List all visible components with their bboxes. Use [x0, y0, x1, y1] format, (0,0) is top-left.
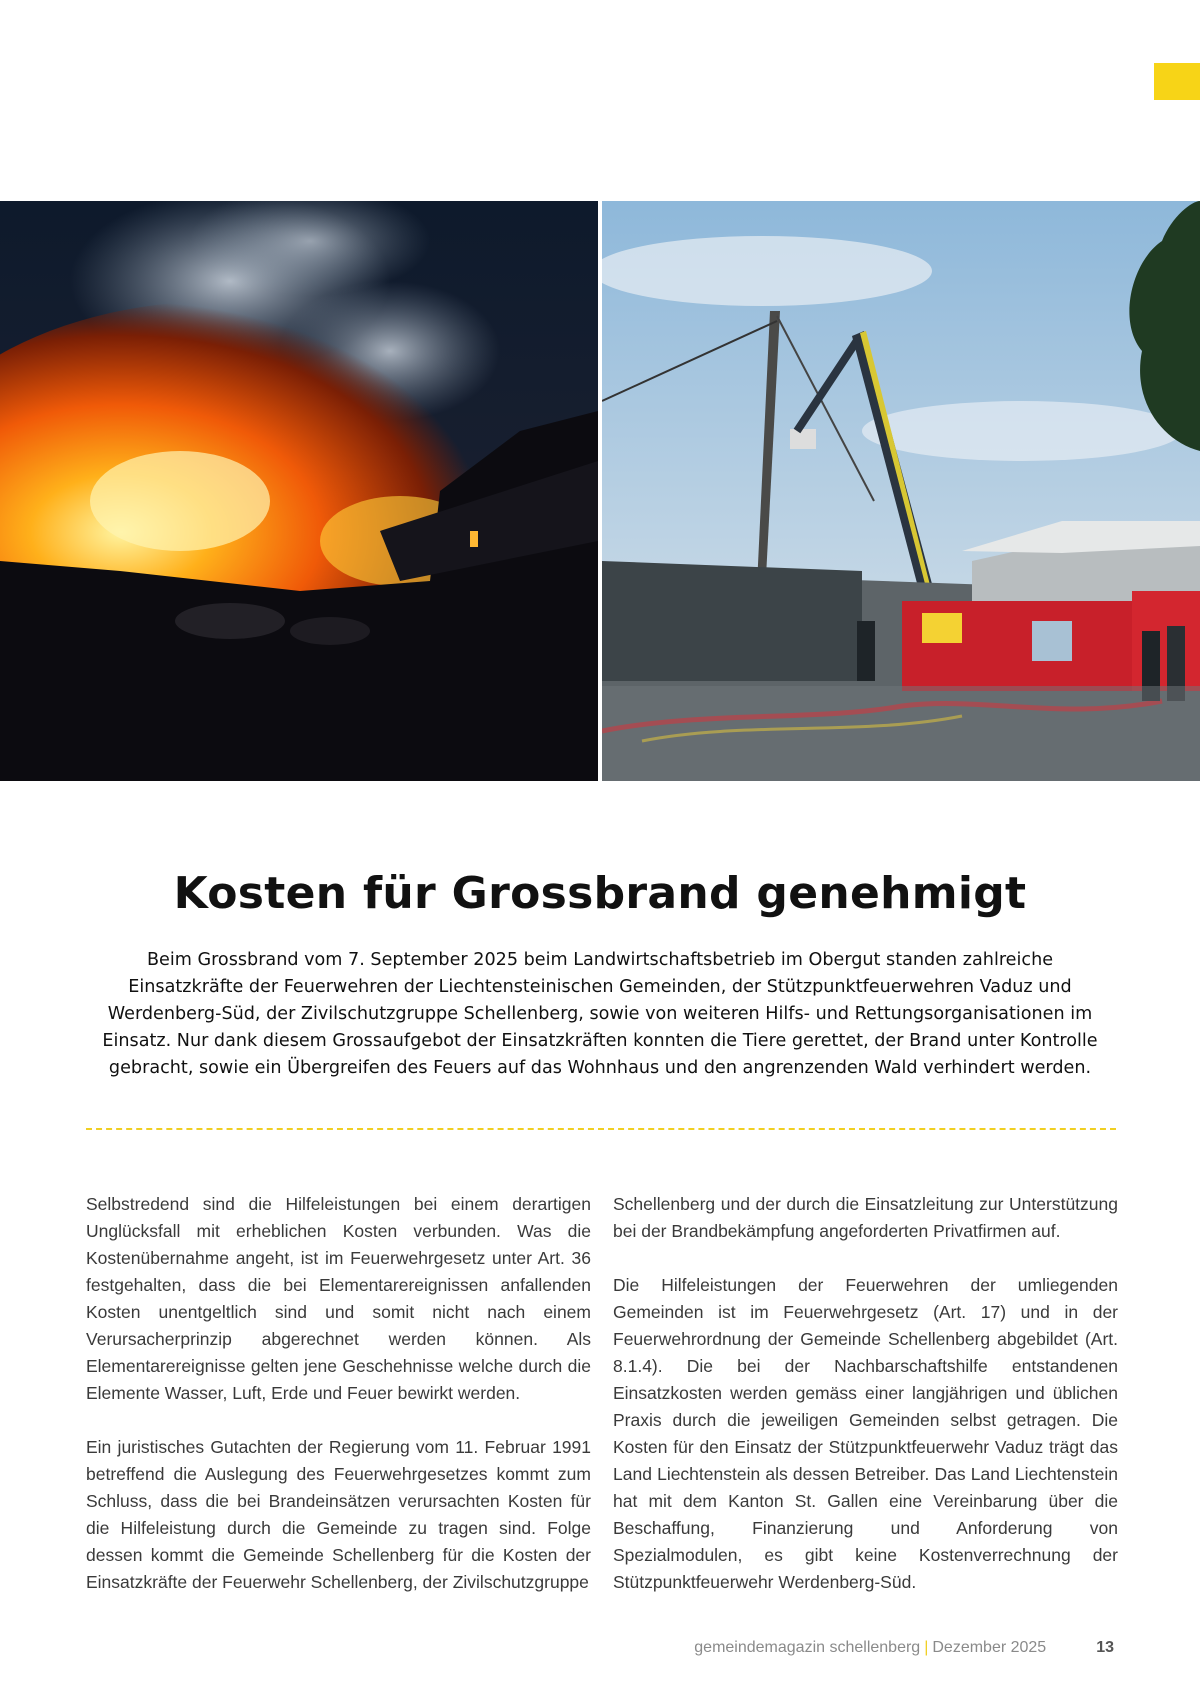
article-headline: Kosten für Grossbrand genehmigt — [173, 868, 1027, 919]
body-paragraph: Ein juristisches Gutachten der Regierung vom 11. Februar 1991 betreffend die Auslegung des Feuerwehrgesetzes kommt zum Schluss, dass die bei Brandeinsätzen verursachten Kosten für die Hilfeleistung durch die Gemeinde zu tragen sind. Folge dessen kommt die Gemeinde Schellenberg für die Kosten der Einsatzkräfte der Feuerwehr Schellenberg, der Zivilschutzgruppe — [86, 1437, 591, 1592]
magazine-name: gemeindemagazin schellenberg — [694, 1639, 921, 1656]
section-tab-marker — [1154, 63, 1200, 100]
photo-night-fire — [0, 201, 598, 781]
dashed-divider — [86, 1128, 1116, 1130]
page-footer — [600, 1639, 1114, 1657]
body-column-right — [613, 1191, 1118, 1623]
issue-date: Dezember 2025 — [932, 1639, 1047, 1656]
body-column-left — [86, 1191, 591, 1623]
page-number: 13 — [1096, 1639, 1114, 1656]
body-paragraph: Selbstredend sind die Hilfeleistungen bei einem derartigen Unglücksfall mit erheblichen Kosten verbunden. Was die Kostenübernahme angeht, ist im Feuerwehrgesetz unter Art. 36 festgehalten, dass die bei Elementarereignissen anfallenden Kosten unentgeltlich sind und somit nicht nach einem Verursacherprinzip abgerechnet werden können. Als Elementarereignisse gelten jene Geschehnisse welche durch die Elemente Wasser, Luft, Erde und Feuer bewirkt werden. — [86, 1194, 591, 1403]
body-paragraph: Schellenberg und der durch die Einsatzleitung zur Unterstützung bei der Brandbekämpfung angeforderten Privatfirmen auf. — [613, 1194, 1118, 1241]
photo-fire-brigade-scene — [602, 201, 1200, 781]
article-lead: Beim Grossbrand vom 7. September 2025 beim Landwirtschaftsbetrieb im Obergut standen zahlreiche Einsatzkräfte der Feuerwehren der Liechtensteinischen Gemeinden, der Stützpunktfeuerwehren Vaduz und Werdenberg-Süd, der Zivilschutzgruppe Schellenberg, sowie von weiteren Hilfs- und Rettungsorganisationen im Einsatz. Nur dank diesem Grossaufgebot der Einsatzkräften konnten die Tiere gerettet, der Brand unter Kontrolle gebracht, sowie ein Übergreifen des Feuers auf das Wohnhaus und den angrenzenden Wald verhindert werden. — [102, 950, 1098, 1078]
footer-separator: | — [924, 1639, 929, 1656]
body-paragraph: Die Hilfeleistungen der Feuerwehren der umliegenden Gemeinden ist im Feuerwehrgesetz (Art. 17) und in der Feuerwehrordnung der Gemeinde Schellenberg abgebildet (Art. 8.1.4). Die bei der Nachbarschaftshilfe entstandenen Einsatzkosten werden gemäss einer langjährigen und üblichen Praxis durch die jeweiligen Gemeinden selbst getragen. Die Kosten für den Einsatz der Stützpunktfeuerwehr Vaduz trägt das Land Liechtenstein als dessen Betreiber. Das Land Liechtenstein hat mit dem Kanton St. Gallen eine Vereinbarung über die Beschaffung, Finanzierung und Anforderung von Spezialmodulen, es gibt keine Kostenverrechnung der Stützpunktfeuerwehr Werdenberg-Süd. — [613, 1275, 1118, 1592]
